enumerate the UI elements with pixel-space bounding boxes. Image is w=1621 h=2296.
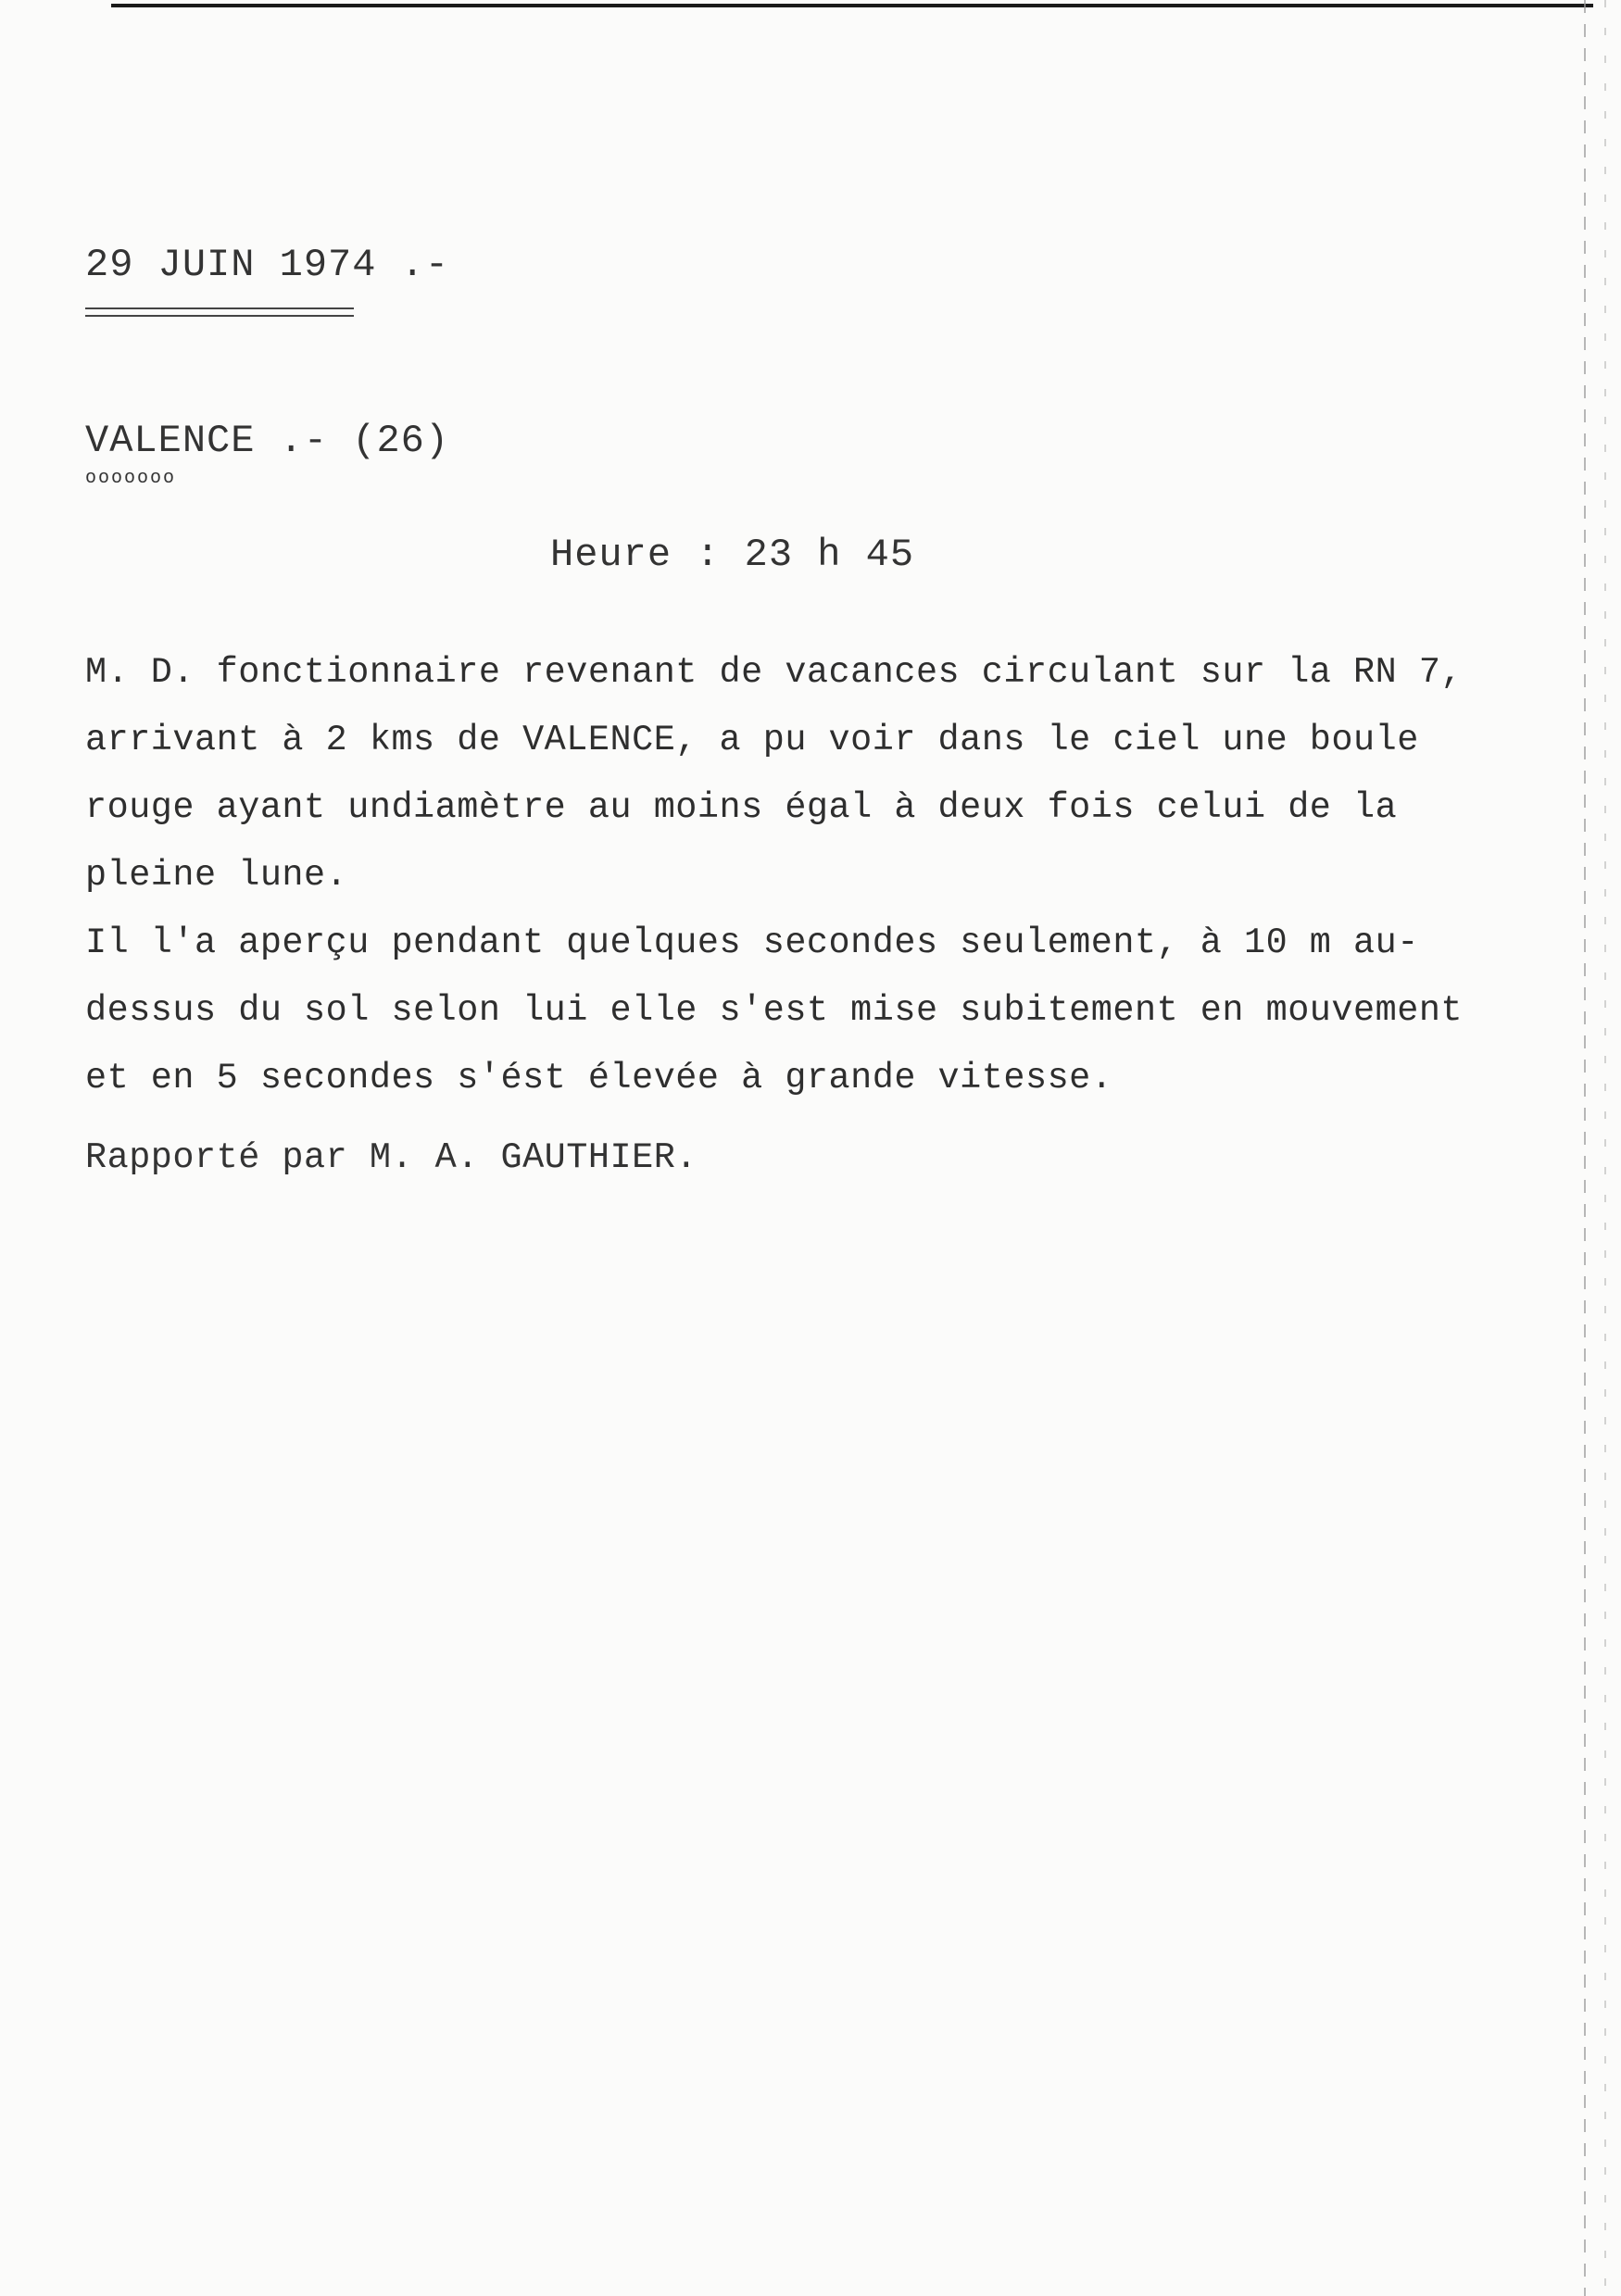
body-line: M. D. fonctionnaire revenant de vacances circulant sur la RN 7,	[85, 652, 1464, 693]
place-underline: ooooooo	[85, 468, 177, 489]
report-body	[85, 639, 1512, 1112]
body-line: arrivant à 2 kms de VALENCE, a pu voir dans le ciel une boule	[85, 720, 1419, 760]
date-double-underline	[85, 307, 354, 317]
time-line: Heure : 23 h 45	[550, 533, 915, 577]
top-border-line	[111, 4, 1593, 7]
body-line: dessus du sol selon lui elle s'est mise subitement en mouvement	[85, 990, 1464, 1031]
body-line: et en 5 secondes s'ést élevée à grande vitesse.	[85, 1058, 1113, 1098]
body-line: pleine lune.	[85, 855, 348, 896]
reporter-line: Rapporté par M. A. GAUTHIER.	[85, 1137, 697, 1178]
body-line: Il l'a aperçu pendant quelques secondes seulement, à 10 m au-	[85, 922, 1419, 963]
page-edge-mark	[1584, 0, 1586, 2296]
date-heading: 29 JUIN 1974 .-	[85, 243, 450, 287]
body-line: rouge ayant undiamètre au moins égal à deux fois celui de la	[85, 787, 1398, 828]
place-heading: VALENCE .- (26)	[85, 419, 450, 463]
page-edge-mark-secondary	[1604, 0, 1606, 2296]
